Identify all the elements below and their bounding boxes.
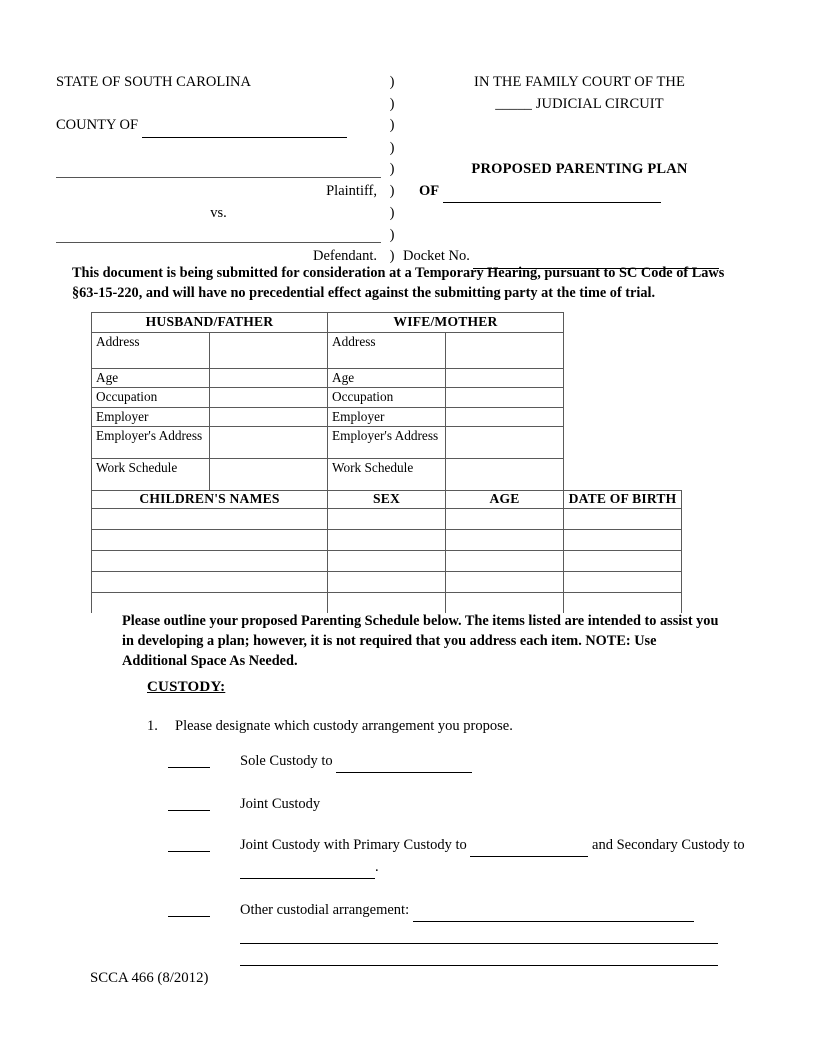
custody-options-list <box>168 751 748 966</box>
table-row-occupation <box>92 388 682 408</box>
joint-period: . <box>375 859 379 875</box>
caption-paren: ) <box>389 95 395 112</box>
defendant-name-blank[interactable] <box>56 225 381 247</box>
husband-employer-value[interactable] <box>210 407 328 427</box>
caption-paren: ) <box>389 205 395 221</box>
wife-work-schedule-value[interactable] <box>446 459 564 491</box>
state-line: STATE OF SOUTH CAROLINA <box>56 74 251 90</box>
child-age-cell[interactable] <box>446 530 564 551</box>
sole-custody-label: Sole Custody to <box>240 753 333 769</box>
child-dob-cell[interactable] <box>564 593 682 614</box>
child-sex-cell[interactable] <box>328 572 446 593</box>
sole-custody-checkbox-blank[interactable] <box>168 751 240 772</box>
question-text: Please designate which custody arrangement you propose. <box>175 718 513 734</box>
county-row <box>56 115 381 138</box>
table-row <box>92 572 682 593</box>
other-custody-blank-3[interactable] <box>240 944 718 966</box>
table-row-employer <box>92 407 682 427</box>
wife-employer-value[interactable] <box>446 407 564 427</box>
joint-custody-checkbox-blank[interactable] <box>168 794 240 815</box>
child-sex-cell[interactable] <box>328 593 446 614</box>
children-header-row <box>92 491 682 509</box>
other-custody-blank-1[interactable] <box>413 900 694 922</box>
wife-occupation-value[interactable] <box>446 388 564 408</box>
caption-paren: ) <box>389 74 395 90</box>
caption-spacer-3 <box>56 138 381 160</box>
wife-age-value[interactable] <box>446 368 564 388</box>
husband-address-value[interactable] <box>210 332 328 368</box>
husband-address-label: Address <box>92 332 210 368</box>
child-dob-cell[interactable] <box>564 509 682 530</box>
table-row <box>92 509 682 530</box>
children-age-header: AGE <box>446 491 564 509</box>
caption-spacer-6 <box>403 225 756 247</box>
child-dob-cell[interactable] <box>564 551 682 572</box>
child-age-cell[interactable] <box>446 593 564 614</box>
caption-paren: ) <box>389 139 395 156</box>
other-custody-label: Other custodial arrangement: <box>240 901 410 918</box>
child-dob-cell[interactable] <box>564 530 682 551</box>
child-name-cell[interactable] <box>92 593 328 614</box>
child-age-cell[interactable] <box>446 551 564 572</box>
child-age-cell[interactable] <box>446 572 564 593</box>
county-input-blank[interactable] <box>142 115 347 138</box>
husband-employer-address-label: Employer's Address <box>92 427 210 459</box>
defendant-role-label: Defendant. <box>312 248 377 264</box>
child-sex-cell[interactable] <box>328 509 446 530</box>
child-sex-cell[interactable] <box>328 530 446 551</box>
circuit-blank[interactable]: _____ <box>495 95 533 112</box>
wife-address-value[interactable] <box>446 332 564 368</box>
child-name-cell[interactable] <box>92 551 328 572</box>
husband-employer-label: Employer <box>92 407 210 427</box>
caption-spacer-4 <box>403 138 756 160</box>
court-line-1: IN THE FAMILY COURT OF THE <box>474 74 685 90</box>
parties-and-children-table <box>91 312 682 613</box>
custody-question-1 <box>147 716 747 736</box>
plan-of-label: OF <box>419 182 440 199</box>
table-row <box>92 530 682 551</box>
form-number-footer: SCCA 466 (8/2012) <box>90 970 209 986</box>
primary-custody-to-blank[interactable] <box>470 835 588 857</box>
county-label: COUNTY OF <box>56 117 139 133</box>
husband-occupation-label: Occupation <box>92 388 210 408</box>
court-line-2 <box>403 94 756 116</box>
joint-primary-label: Joint Custody with Primary Custody to <box>240 837 467 853</box>
vs-label: vs. <box>210 205 227 221</box>
other-custody-row <box>240 900 748 966</box>
circuit-label: JUDICIAL CIRCUIT <box>535 95 664 112</box>
husband-age-value[interactable] <box>210 368 328 388</box>
other-custody-checkbox-blank[interactable] <box>168 900 240 921</box>
wife-address-label: Address <box>328 332 446 368</box>
caption-paren: ) <box>389 117 395 133</box>
custody-option-sole <box>168 751 748 773</box>
joint-custody-label: Joint Custody <box>240 795 321 812</box>
secondary-custody-to-blank[interactable] <box>240 857 375 879</box>
custody-section-heading: CUSTODY: <box>147 679 226 695</box>
child-name-cell[interactable] <box>92 509 328 530</box>
custody-option-joint-primary-secondary <box>168 835 748 879</box>
child-dob-cell[interactable] <box>564 572 682 593</box>
joint-custody-row <box>240 794 748 815</box>
table-row-employer-address <box>92 427 682 459</box>
table-row-work-schedule <box>92 459 682 491</box>
caption-paren: ) <box>389 248 395 264</box>
case-caption <box>56 72 756 269</box>
wife-occupation-label: Occupation <box>328 388 446 408</box>
joint-primary-row <box>240 835 748 879</box>
children-names-header: CHILDREN'S NAMES <box>92 491 328 509</box>
table-row <box>92 593 682 614</box>
joint-secondary-label: and Secondary Custody to <box>592 837 745 853</box>
temporary-hearing-statement: This document is being submitted for consideration at a Temporary Hearing, pursuant to SC Code of Laws §63-15-220, and will have no precedential effect against the submitting party at the time of trial. <box>72 265 725 301</box>
husband-age-label: Age <box>92 368 210 388</box>
other-custody-blank-2[interactable] <box>240 922 718 944</box>
husband-father-header: HUSBAND/FATHER <box>92 313 328 333</box>
joint-primary-checkbox-blank[interactable] <box>168 835 240 856</box>
table-row-address <box>92 332 682 368</box>
table-header-row <box>92 313 682 333</box>
docket-label: Docket No. <box>403 248 470 264</box>
wife-employer-address-value[interactable] <box>446 427 564 459</box>
wife-work-schedule-label: Work Schedule <box>328 459 446 491</box>
plan-of-row <box>403 181 756 204</box>
question-number: 1. <box>147 718 158 734</box>
caption-spacer-2 <box>403 115 756 138</box>
sole-custody-to-blank[interactable] <box>336 751 472 773</box>
parenting-schedule-instruction: Please outline your proposed Parenting Schedule below. The items listed are intended to assist you in developing a plan; however, it is not required that you address each item. NOTE: Use Additional Space As Needed. <box>122 613 719 669</box>
table-row <box>92 551 682 572</box>
child-name-cell[interactable] <box>92 572 328 593</box>
caption-paren: ) <box>389 182 395 199</box>
table-row-age <box>92 368 682 388</box>
wife-age-label: Age <box>328 368 446 388</box>
plan-of-blank[interactable] <box>443 181 661 204</box>
wife-employer-address-label: Employer's Address <box>328 427 446 459</box>
children-sex-header: SEX <box>328 491 446 509</box>
caption-paren: ) <box>389 161 395 177</box>
custody-option-joint <box>168 794 748 815</box>
husband-work-schedule-label: Work Schedule <box>92 459 210 491</box>
children-dob-header: DATE OF BIRTH <box>564 491 682 509</box>
child-name-cell[interactable] <box>92 530 328 551</box>
wife-employer-label: Employer <box>328 407 446 427</box>
caption-spacer-1 <box>56 94 381 116</box>
custody-option-other <box>168 900 748 966</box>
caption-paren: ) <box>389 226 395 243</box>
plan-title: PROPOSED PARENTING PLAN <box>471 161 688 177</box>
child-sex-cell[interactable] <box>328 551 446 572</box>
husband-work-schedule-value[interactable] <box>210 459 328 491</box>
caption-spacer-5 <box>403 203 756 225</box>
wife-mother-header: WIFE/MOTHER <box>328 313 564 333</box>
plaintiff-role-label: Plaintiff, <box>326 182 377 199</box>
plaintiff-name-blank[interactable] <box>56 159 381 181</box>
sole-custody-row <box>240 751 748 773</box>
husband-employer-address-value[interactable] <box>210 427 328 459</box>
husband-occupation-value[interactable] <box>210 388 328 408</box>
child-age-cell[interactable] <box>446 509 564 530</box>
